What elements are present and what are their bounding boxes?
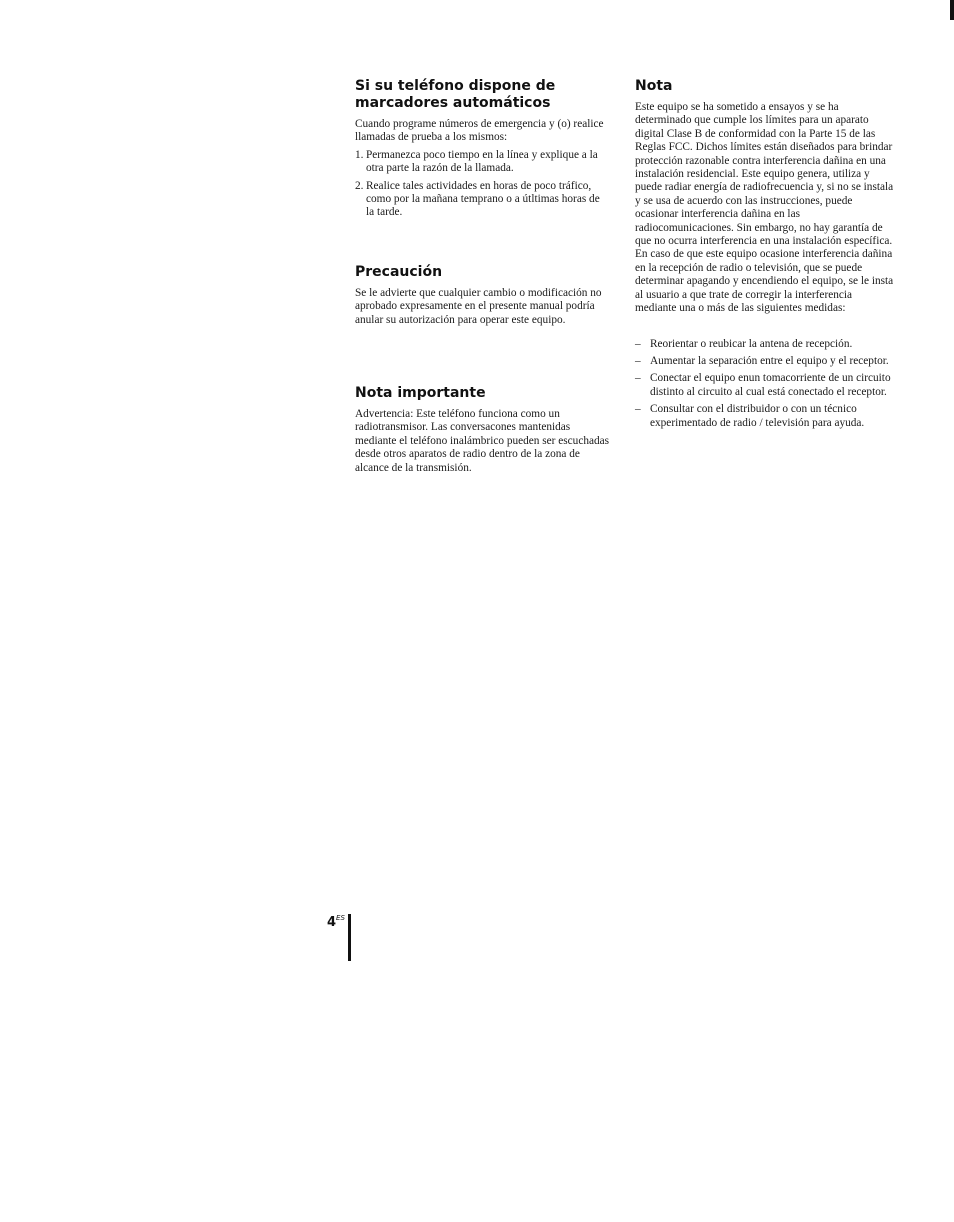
corner-crop-mark [950, 0, 954, 20]
note-body: Este equipo se ha sometido a ensayos y se ha determinado que cumple los límites para un aparato digital Clase B de conformidad con la Parte 15 de las Reglas FCC. Dichos límites están diseñados para brindar protección razonable contra interferencia dañina en una instalación residencial. Este equipo genera, utiliza y puede radiar energía de radiofrecuencia y, si no se instala y se usa de acuerdo con las instrucciones, puede ocasionar interferencia dañina en las radiocomunicaciones. Sin embargo, no hay garantía de que no ocurra interferencia en una instalación específica. En caso de que este equipo ocasione interferencia dañina en la recepción de radio o televisión, que se puede determinar apagando y encendiendo el equipo, se le insta al usuario a que trate de corregir la interferencia mediante una o más de las siguientes medidas: [635, 101, 894, 315]
caution-heading: Precaución [355, 264, 443, 280]
autodial-list [355, 149, 610, 220]
page-number-rule [348, 914, 351, 961]
list-item [355, 180, 610, 220]
list-item-text: Permanezca poco tiempo en la línea y explique a la otra parte la razón de la llamada. [366, 148, 598, 175]
caution-body: Se le advierte que cualquier cambio o modificación no aprobado expresamente en el presente manual podría anular su autorización para operar este equipo. [355, 287, 602, 326]
list-marker: – [635, 372, 641, 385]
list-marker: 2. [355, 179, 364, 192]
list-item-text: Aumentar la separación entre el equipo y el receptor. [650, 354, 889, 367]
list-marker: – [635, 337, 641, 350]
important-note-heading: Nota importante [355, 385, 486, 401]
list-item-text: Conectar el equipo enun tomacorriente de un circuito distinto al circuito al cual está conectado el receptor. [650, 372, 891, 398]
important-note-body: Advertencia: Este teléfono funciona como un radiotransmisor. Las conversacones mantenidas mediante el teléfono inalámbrico pueden ser escuchadas desde otros aparatos de radio dentro de la zona de alcance de la transmisión. [355, 408, 610, 474]
autodial-intro: Cuando programe números de emergencia y (o) realice llamadas de prueba a los mismos: [355, 118, 604, 144]
list-item [355, 149, 610, 176]
list-item [635, 338, 895, 351]
list-item-text: Realice tales actividades en horas de poco tráfico, como por la mañana temprano o a útltimas horas de la tarde. [366, 179, 600, 219]
list-item [635, 403, 895, 430]
autodial-heading: Si su teléfono dispone de marcadores automáticos [355, 78, 556, 111]
note-heading: Nota [635, 78, 673, 94]
page-number [327, 914, 345, 930]
list-marker: – [635, 403, 641, 416]
list-item [635, 355, 895, 368]
list-marker: – [635, 354, 641, 367]
list-marker: 1. [355, 148, 364, 161]
list-item [635, 372, 895, 399]
section-note [635, 78, 895, 430]
section-important-note [355, 385, 610, 475]
note-measures-list [635, 338, 895, 430]
section-caution [355, 264, 610, 327]
list-item-text: Consultar con el distribuidor o con un técnico experimentado de radio / televisión para ayuda. [650, 403, 865, 429]
page-number-value: 4 [327, 915, 337, 930]
section-autodial [355, 78, 610, 220]
page-number-suffix: ES [336, 914, 345, 922]
list-item-text: Reorientar o reubicar la antena de recepción. [650, 337, 853, 350]
